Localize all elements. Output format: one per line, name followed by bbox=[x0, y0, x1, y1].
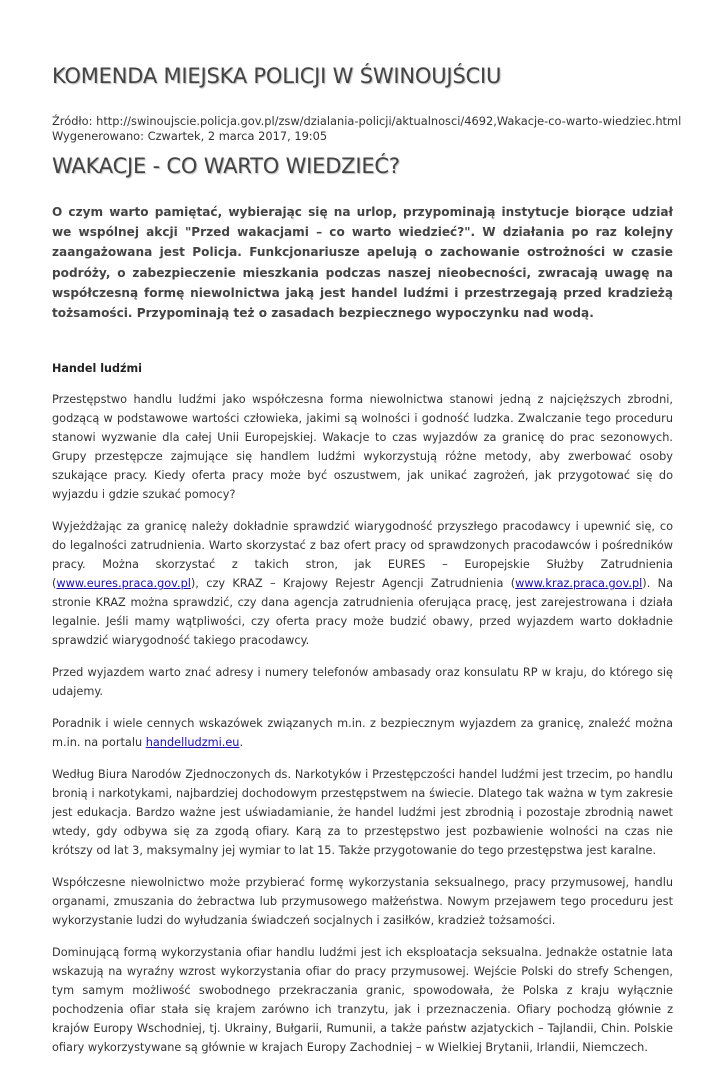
generated-line bbox=[52, 129, 681, 144]
generated-date: Czwartek, 2 marca 2017, 19:05 bbox=[147, 129, 328, 143]
site-title: KOMENDA MIEJSKA POLICJI W ŚWINOUJŚCIU bbox=[52, 64, 502, 88]
eures-link[interactable]: www.eures.praca.gov.pl bbox=[56, 577, 191, 590]
paragraph-7: Dominującą formą wykorzystania ofiar handlu ludźmi jest ich eksploatacja seksualna. Jednakże ostatnie lata wskazują na wyraźny wzrost wykorzystania ofiar do pracy przymusowej. Wejście Polski do strefy Schengen, tym samym możliwość swobodnego przekraczania granic, spowodowała, że Polska z kraju wyłącznie pochodzenia ofiar stała się krajem zarówno ich tranzytu, jak i przeznaczenia. Ofiary pochodzą głównie z krajów Europy Wschodniej, tj. Ukrainy, Bułgarii, Rumunii, a także państw azjatyckich – Tajlandii, Chin. Polskie ofiary wykorzystywane są głównie w krajach Europy Zachodniej – w Wielkiej Brytanii, Irlandii, Niemczech. bbox=[52, 946, 673, 1054]
paragraph-4 bbox=[52, 714, 673, 752]
paragraph-5: Według Biura Narodów Zjednoczonych ds. Narkotyków i Przestępczości handel ludźmi jest trzecim, po handlu bronią i narkotykami, najbardziej dochodowym przestępstwem na świecie. Dlatego tak ważna w tym zakresie jest edukacja. Bardzo ważne jest uświadamianie, że handel ludźmi jest zbrodnią i pozostaje zbrodnią nawet wtedy, gdy odbywa się za zgodą ofiary. Karą za to przestępstwo jest pozbawienie wolności na czas nie krótszy od lat 3, maksymalny jej wymiar to lat 15. Także przygotowanie do tego przestępstwa jest karalne. bbox=[52, 768, 673, 857]
source-label: Źródło: bbox=[52, 114, 93, 128]
article-body bbox=[52, 390, 673, 1070]
paragraph-3: Przed wyjazdem warto znać adresy i numery telefonów ambasady oraz konsulatu RP w kraju, do którego się udajemy. bbox=[52, 666, 673, 698]
generated-label: Wygenerowano: bbox=[52, 129, 144, 143]
paragraph-2-text-b: ), czy KRAZ – Krajowy Rejestr Agencji Zatrudnienia ( bbox=[190, 577, 516, 590]
paragraph-2-text-a: Wyjeżdżając za granicę należy dokładnie sprawdzić wiarygodność przyszłego pracodawcy i upewnić się, co do legalności zatrudnienia. Warto skorzystać z baz ofert pracy od sprawdzonych pracodawców i pośredników pracy. Można skorzystać z takich stron, jak EURES – Europejskie Służby Zatrudnienia ( bbox=[52, 520, 673, 590]
section-heading: Handel ludźmi bbox=[52, 362, 143, 375]
document-meta bbox=[52, 114, 681, 144]
source-url: http://swinoujscie.policja.gov.pl/zsw/dzialania-policji/aktualnosci/4692,Wakacje-co-warto-wiedziec.html bbox=[96, 114, 682, 128]
paragraph-6: Współczesne niewolnictwo może przybierać formę wykorzystania seksualnego, pracy przymusowej, handlu organami, zmuszania do żebractwa lub przymusowego małżeństwa. Nowym przejawem tego proceduru jest wykorzystanie ludzi do wyłudzania świadczeń socjalnych i zasiłków, kradzież tożsamości. bbox=[52, 876, 673, 927]
paragraph-4-text-a: Poradnik i wiele cennych wskazówek związanych m.in. z bezpiecznym wyjazdem za granicę, znaleźć można m.in. na portalu bbox=[52, 717, 673, 749]
paragraph-1: Przestępstwo handlu ludźmi jako współczesna forma niewolnictwa stanowi jedną z najcięższych zbrodni, godzącą w podstawowe wartości człowieka, jakimi są wolności i godność ludzka. Zwalczanie tego proceduru stanowi wyzwanie dla całej Unii Europejskiej. Wakacje to czas wyjazdów za granicę do prac sezonowych. Grupy przestępcze zajmujące się handlem ludźmi wykorzystują różne metody, aby zwerbować osoby szukające pracy. Kiedy oferta pracy może być oszustwem, jak unikać zagrożeń, jak przygotować się do wyjazdu i gdzie szukać pomocy? bbox=[52, 393, 673, 501]
article-lead: O czym warto pamiętać, wybierając się na urlop, przypominają instytucje biorące udział we wspólnej akcji "Przed wakacjami – co warto wiedzieć?". W działania po raz kolejny zaangażowana jest Policja. Funkcjonariusze apelują o zachowanie ostrożności w czasie podróży, o zabezpieczenie mieszkania podczas naszej nieobecności, zwracają uwagę na współczesną formę niewolnictwa jaką jest handel ludźmi i przestrzegają przed kradzieżą tożsamości. Przypominają też o zasadach bezpiecznego wypoczynku nad wodą. bbox=[52, 205, 673, 321]
kraz-link[interactable]: www.kraz.praca.gov.pl bbox=[515, 577, 643, 590]
paragraph-2-text-c: ). Na stronie KRAZ można sprawdzić, czy dana agencja zatrudnienia oferująca pracę, jest zarejestrowana i działa legalnie. Jeśli mamy wątpliwości, czy oferta pracy może budzić obawy, przed wyjazdem warto dokładnie sprawdzić wiarygodność takiego pracodawcy. bbox=[52, 577, 673, 647]
paragraph-4-text-b: . bbox=[239, 736, 244, 749]
article-title: WAKACJE - CO WARTO WIEDZIEĆ? bbox=[52, 154, 400, 178]
paragraph-2 bbox=[52, 517, 673, 650]
source-line bbox=[52, 114, 681, 129]
handelludzmi-link[interactable]: handelludzmi.eu bbox=[145, 736, 240, 749]
